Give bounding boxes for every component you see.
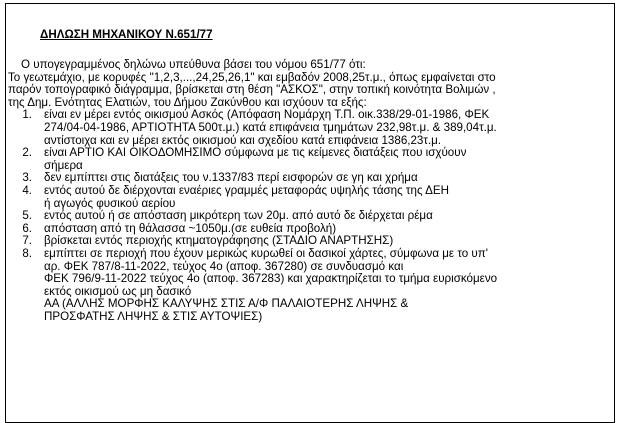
intro-line: Ο υπογεγραμμένος δηλώνω υπεύθυνα βάσει του νόμου 651/77 ότι: [21, 58, 366, 71]
list-item [8, 210, 613, 223]
list-item-line: 274/04-04-1986, ΑΡΤΙΟΤΗΤΑ 500τ.μ.) κατά επιφάνεια τμημάτων 232,98τ.μ. & 389,04τ.μ. [44, 120, 497, 134]
list-item-number: 4. [22, 183, 32, 197]
list-item-text [44, 248, 613, 324]
list-item-line: ΦΕΚ 796/9-11-2022 τεύχος 4ο (αποφ. 367283) και χαρακτηρίζεται το τμήμα ευρισκόμενο [44, 272, 498, 286]
list-item-line: σήμερα [44, 158, 83, 172]
list-item-number: 5. [22, 209, 32, 223]
list-item-number: 8. [22, 246, 32, 260]
list-item-number: 3. [22, 171, 32, 185]
intro-line: παρόν τοπογραφικό διάγραμμα, βρίσκεται στη θέση "ΑΣΚΟΣ", στην τοπική κοινότητα Βολιμών , [8, 83, 496, 97]
document-title: ΔΗΛΩΣΗ ΜΗΧΑΝΙΚΟΥ Ν.651/77 [40, 28, 213, 41]
intro-line: Το γεωτεμάχιο, με κορυφές "1,2,3,...,24,25,26,1" και εμβαδόν 2008,25τ.μ., όπως εμφαίνεται στο [8, 70, 496, 84]
list-item-text [44, 210, 613, 223]
list-item-line: εντός αυτού δε διέρχονται εναέριες γραμμές μεταφοράς υψηλής τάσης της ΔΕΗ [44, 183, 449, 197]
list-item-line: ΑΑ (ΑΛΛΗΣ ΜΟΡΦΗΣ ΚΑΛΥΨΗΣ ΣΤΙΣ Α/Φ ΠΑΛΑΙΟΤΕΡΗΣ ΛΗΨΗΣ & [44, 297, 409, 311]
list-item-line: δεν εμπίπτει στις διατάξεις του ν.1337/83 περί εισφορών σε γη και χρήμα [44, 171, 418, 185]
list-item-line: εκτός οικισμού ως μη δασικό [44, 284, 192, 298]
list-item-text [44, 147, 613, 172]
list-item-line: απόσταση από τη θάλασσα ~1050μ.(σε ευθεία προβολή) [44, 221, 337, 235]
list-item-line: εμπίπτει σε περιοχή που έχουν μερικώς κυρωθεί οι δασικοί χάρτες, σύμφωνα με το υπ' [44, 246, 488, 260]
list-item-line: ή αγωγός φυσικού αερίου [44, 196, 176, 210]
list-item-number: 2. [22, 146, 32, 160]
list-item [8, 147, 613, 172]
list-item-line: εντός αυτού ή σε απόσταση μικρότερη των 20μ. από αυτό δε διέρχεται ρέμα [44, 209, 433, 223]
list-item [8, 185, 613, 210]
intro-line: της Δημ. Ενότητας Ελατιών, του Δήμου Ζακύνθου και ισχύουν τα εξής: [8, 95, 367, 109]
list-item-text [44, 109, 613, 147]
list-item-line: αντίστοιχα και εν μέρει εκτός οικισμού και σχεδίου κατά επιφάνεια 1386,23τ.μ. [44, 133, 442, 147]
list-item-line: ΠΡΟΣΦΑΤΗΣ ΛΗΨΗΣ & ΣΤΙΣ ΑΥΤΟΨΙΕΣ) [44, 309, 263, 323]
document-body [8, 32, 613, 323]
list-item-number: 6. [22, 221, 32, 235]
list-item [8, 109, 613, 147]
list-item [8, 248, 613, 324]
intro-paragraph [8, 59, 613, 109]
list-item-line: είναι εν μέρει εντός οικισμού Ασκός (Απόφαση Νομάρχη Τ.Π. οικ.338/29-01-1986, ΦΕΚ [44, 108, 490, 122]
list-item-number: 7. [22, 234, 32, 248]
list-item-line: αρ. ΦΕΚ 787/8-11-2022, τεύχος 4ο (αποφ. 367280) σε συνδυασμό και [44, 259, 404, 273]
list-item-line: είναι ΑΡΤΙΟ ΚΑΙ ΟΙΚΟΔΟΜΗΣΙΜΟ σύμφωνα με τις κείμενες διατάξεις που ισχύουν [44, 146, 467, 160]
list-item-text [44, 185, 613, 210]
list-item-number: 1. [22, 108, 32, 122]
numbered-list [8, 109, 613, 323]
list-item-line: βρίσκεται εντός περιοχής κτηματογράφησης (ΣΤΑΔΙΟ ΑΝΑΡΤΗΣΗΣ) [44, 234, 394, 248]
